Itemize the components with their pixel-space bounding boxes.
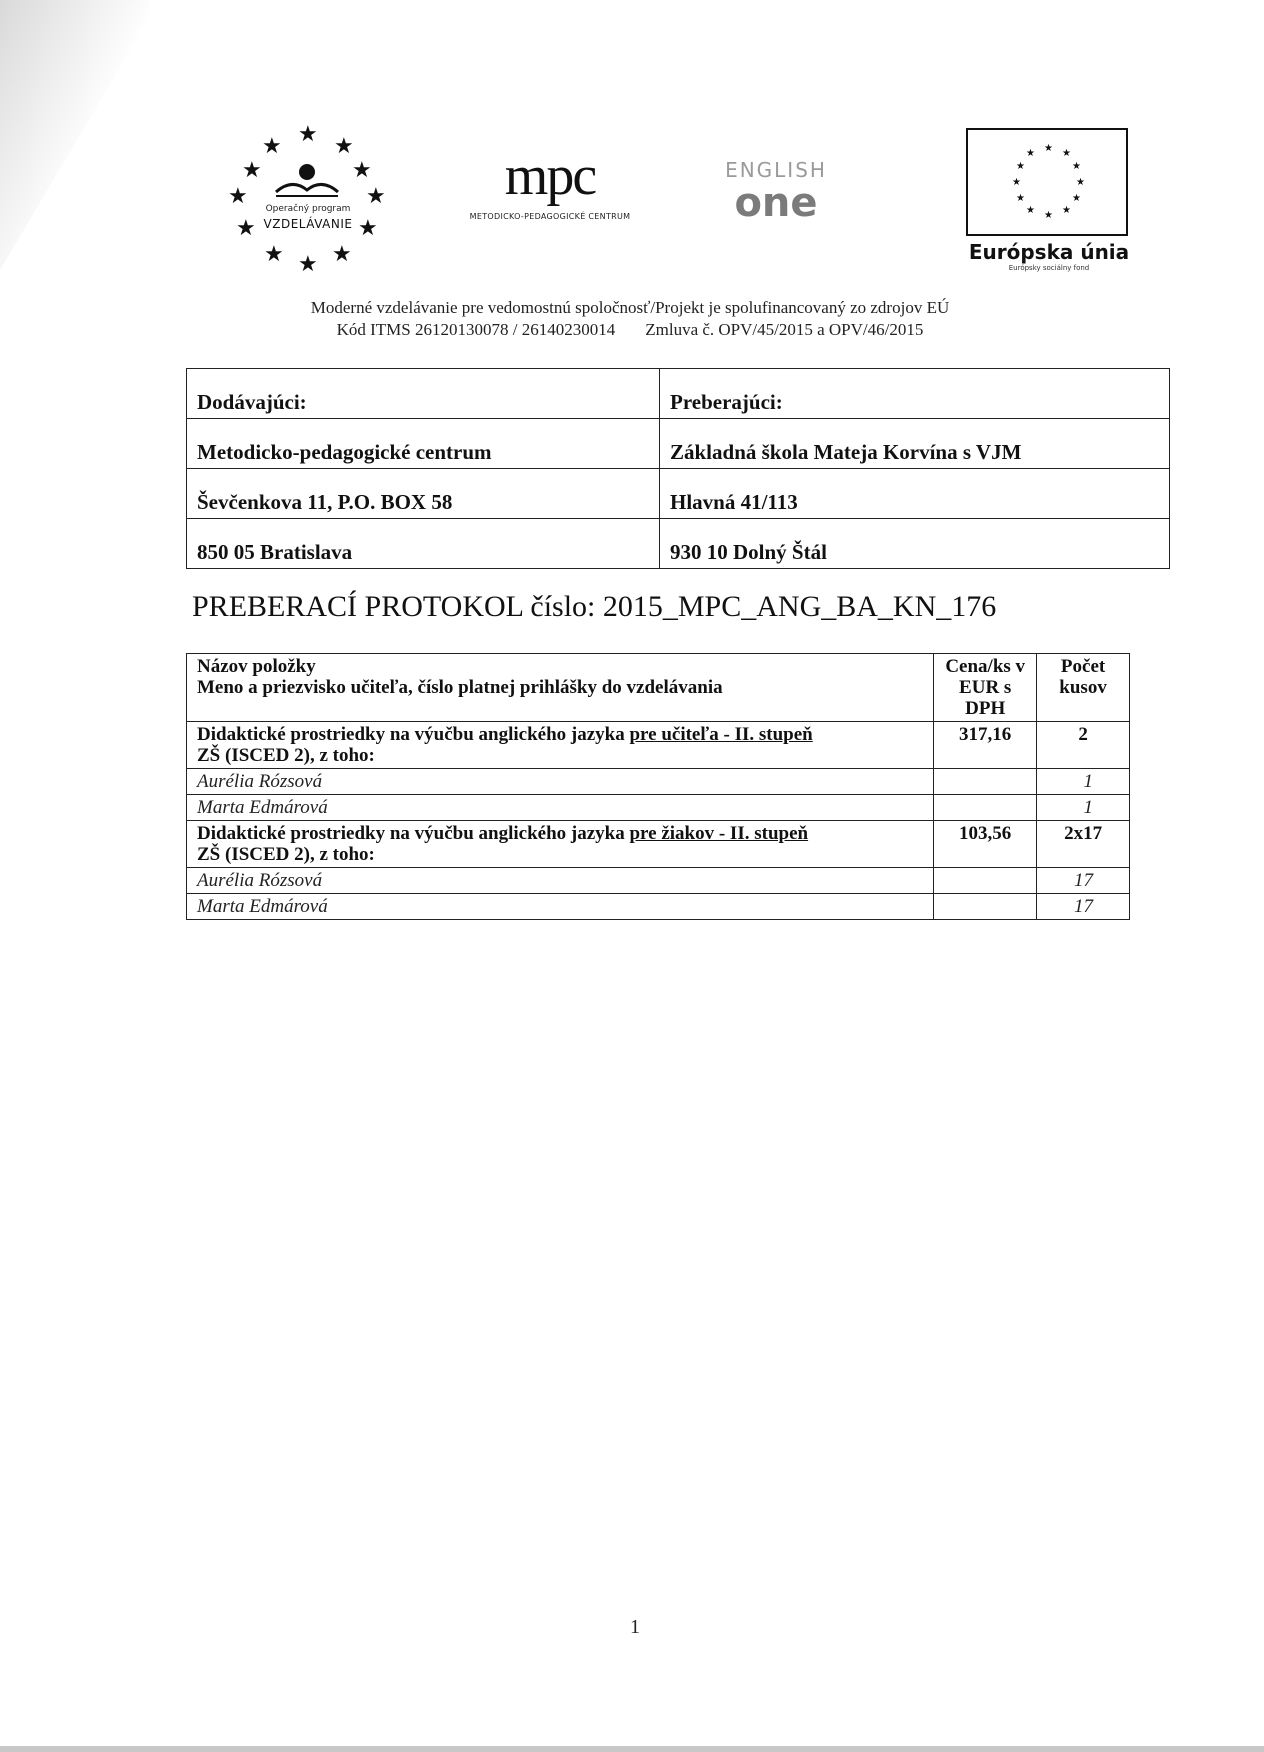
star-icon: ★ bbox=[298, 252, 318, 277]
teacher-count: 1 bbox=[1037, 795, 1130, 821]
empty-price bbox=[934, 894, 1037, 920]
eu-flag-icon: ★ ★ ★ ★ ★ ★ ★ ★ ★ ★ ★ ★ bbox=[966, 128, 1128, 236]
header-name-line2: Meno a priezvisko učiteľa, číslo platnej prihlášky do vzdelávania bbox=[197, 677, 723, 698]
teacher-name: Marta Edmárová bbox=[187, 894, 934, 920]
star-icon: ★ bbox=[332, 242, 352, 267]
star-icon: ★ bbox=[358, 216, 378, 241]
book-reader-icon bbox=[272, 160, 342, 200]
table-row bbox=[187, 795, 1130, 821]
header-count: Počet kusov bbox=[1037, 654, 1130, 722]
star-icon: ★ bbox=[264, 242, 284, 267]
scan-shadow bbox=[0, 0, 150, 300]
header-name-line1: Názov položky bbox=[197, 656, 316, 677]
teacher-count: 1 bbox=[1037, 769, 1130, 795]
teacher-name: Aurélia Rózsová bbox=[187, 868, 934, 894]
supplier-label: Dodávajúci: bbox=[187, 369, 660, 419]
project-line: Moderné vzdelávanie pre vedomostnú spoločnosť/Projekt je spolufinancovaný zo zdrojov EÚ bbox=[310, 298, 950, 317]
english-label: ENGLISH bbox=[725, 158, 827, 182]
mpc-subtitle: METODICKO-PEDAGOGICKÉ CENTRUM bbox=[469, 212, 631, 221]
star-icon: ★ bbox=[298, 122, 318, 147]
star-icon: ★ bbox=[236, 216, 256, 241]
teacher-count: 17 bbox=[1037, 894, 1130, 920]
table-row bbox=[187, 868, 1130, 894]
project-codes bbox=[180, 320, 1080, 340]
table-row bbox=[187, 894, 1130, 920]
supplier-street: Ševčenkova 11, P.O. BOX 58 bbox=[187, 469, 660, 519]
star-icon: ★ bbox=[334, 134, 354, 159]
star-icon: ★ bbox=[228, 184, 248, 209]
op-program-label: Operačný program bbox=[265, 204, 351, 214]
empty-price bbox=[934, 769, 1037, 795]
table-row bbox=[187, 722, 1130, 769]
table-row bbox=[187, 821, 1130, 868]
parties-table bbox=[186, 368, 1170, 569]
eu-name: Európska únia bbox=[968, 240, 1130, 264]
header-price: Cena/ks v EUR s DPH bbox=[934, 654, 1037, 722]
receiver-street: Hlavná 41/113 bbox=[660, 469, 1170, 519]
item-price: 103,56 bbox=[934, 821, 1037, 868]
receiver-name: Základná škola Mateja Korvína s VJM bbox=[660, 419, 1170, 469]
table-row bbox=[187, 769, 1130, 795]
teacher-name: Marta Edmárová bbox=[187, 795, 934, 821]
itms-code: Kód ITMS 26120130078 / 26140230014 bbox=[336, 320, 616, 339]
items-table bbox=[186, 653, 1130, 920]
receiver-label: Preberajúci: bbox=[660, 369, 1170, 419]
star-icon: ★ bbox=[242, 158, 262, 183]
one-label: one bbox=[734, 180, 818, 226]
mpc-mark: mpc bbox=[504, 145, 596, 207]
op-vzdelavanie-logo bbox=[222, 120, 392, 280]
star-icon: ★ bbox=[366, 184, 386, 209]
empty-price bbox=[934, 795, 1037, 821]
header-item-name bbox=[187, 654, 934, 722]
receiver-city: 930 10 Dolný Štál bbox=[660, 519, 1170, 569]
teacher-count: 17 bbox=[1037, 868, 1130, 894]
eu-logo bbox=[966, 128, 1132, 272]
item-count: 2 bbox=[1037, 722, 1130, 769]
supplier-city: 850 05 Bratislava bbox=[187, 519, 660, 569]
contract-number: Zmluva č. OPV/45/2015 a OPV/46/2015 bbox=[645, 320, 924, 339]
eu-fund: Európsky sociálny fond bbox=[1008, 264, 1090, 272]
item-name: Didaktické prostriedky na výučbu anglického jazyka pre žiakov - II. stupeň ZŠ (ISCED 2), z toho: bbox=[187, 821, 934, 868]
item-price: 317,16 bbox=[934, 722, 1037, 769]
empty-price bbox=[934, 868, 1037, 894]
scan-bottom-edge bbox=[0, 1746, 1264, 1752]
page-number: 1 bbox=[630, 1616, 640, 1638]
mpc-logo bbox=[440, 145, 660, 221]
star-icon: ★ bbox=[262, 134, 282, 159]
protocol-title: PREBERACÍ PROTOKOL číslo: 2015_MPC_ANG_BA_KN_176 bbox=[192, 590, 997, 623]
teacher-name: Aurélia Rózsová bbox=[187, 769, 934, 795]
english-one-logo bbox=[716, 158, 836, 224]
item-name: Didaktické prostriedky na výučbu anglického jazyka pre učiteľa - II. stupeň ZŠ (ISCED 2), z toho: bbox=[187, 722, 934, 769]
item-count: 2x17 bbox=[1037, 821, 1130, 868]
op-vzdelavanie-label: VZDELÁVANIE bbox=[263, 217, 353, 231]
star-icon: ★ bbox=[352, 158, 372, 183]
supplier-name: Metodicko-pedagogické centrum bbox=[187, 419, 660, 469]
